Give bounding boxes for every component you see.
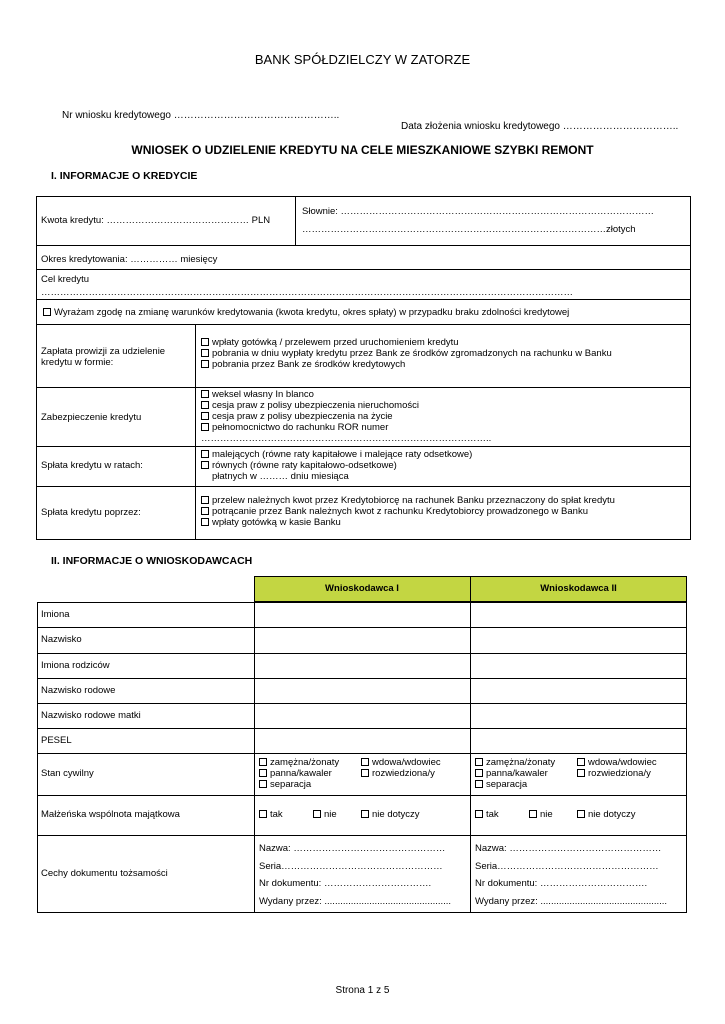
applicant-2-marital-status bbox=[475, 757, 657, 790]
installment-option-checkbox[interactable] bbox=[201, 461, 209, 469]
repayment-option-checkbox[interactable] bbox=[201, 496, 209, 504]
form-title: WNIOSEK O UDZIELENIE KREDYTU NA CELE MIESZKANIOWE SZYBKI REMONT bbox=[131, 143, 594, 157]
repayment-option-label: wpłaty gotówką w kasie Banku bbox=[212, 517, 341, 528]
id-number-field[interactable]: Nr dokumentu: ……………………………. bbox=[259, 878, 432, 889]
applicant-1-mothers-maiden-name-input[interactable] bbox=[255, 704, 469, 728]
commission-option-label: wpłaty gotówką / przelewem przed uruchomieniem kredytu bbox=[212, 337, 459, 348]
marital-option-label: rozwiedziona/y bbox=[588, 768, 651, 779]
application-date-field[interactable]: Data złożenia wniosku kredytowego …………………………….. bbox=[401, 121, 679, 132]
loan-purpose-label: Cel kredytu bbox=[41, 274, 90, 285]
security-option-label: cesja praw z polisy ubezpieczenia na życie bbox=[212, 411, 393, 422]
marital-option-label: wdowa/wdowiec bbox=[372, 757, 441, 768]
marital-option-checkbox[interactable] bbox=[475, 769, 483, 777]
id-issued-by-field[interactable]: Wydany przez: ................................................ bbox=[475, 895, 668, 907]
installment-option-checkbox[interactable] bbox=[201, 450, 209, 458]
applicant-2-id-document bbox=[475, 840, 667, 910]
repayment-option-checkbox[interactable] bbox=[201, 518, 209, 526]
security-option-checkbox[interactable] bbox=[201, 412, 209, 420]
commission-label-line-1: Zapłata prowizji za udzielenie bbox=[41, 346, 166, 357]
applicant-1-parents-names-input[interactable] bbox=[255, 654, 469, 678]
amount-in-words-line-2[interactable]: ……………………………………………………………………………………złotych bbox=[302, 224, 636, 235]
id-name-field[interactable]: Nazwa: ………………………………………… bbox=[259, 843, 446, 854]
row-label-maiden-name: Nazwisko rodowe bbox=[41, 685, 116, 696]
commission-option-label: pobrania przez Bank ze środków kredytowych bbox=[212, 359, 406, 370]
commission-option-checkbox[interactable] bbox=[201, 360, 209, 368]
applicant-2-parents-names-input[interactable] bbox=[471, 654, 686, 678]
marital-option-checkbox[interactable] bbox=[577, 769, 585, 777]
joint-na-label: nie dotyczy bbox=[588, 809, 636, 820]
row-label-parents-names: Imiona rodziców bbox=[41, 660, 110, 671]
page-number: Strona 1 z 5 bbox=[335, 985, 390, 996]
security-option-checkbox[interactable] bbox=[201, 401, 209, 409]
security-label: Zabezpieczenie kredytu bbox=[41, 412, 142, 423]
applicant-2-surname-input[interactable] bbox=[471, 628, 686, 653]
installments-label: Spłata kredytu w ratach: bbox=[41, 460, 143, 471]
commission-options bbox=[201, 337, 612, 370]
applicant-1-pesel-input[interactable] bbox=[255, 729, 469, 753]
commission-label-line-2: kredytu w formie: bbox=[41, 357, 114, 368]
joint-yes-label: tak bbox=[486, 809, 499, 820]
marital-option-checkbox[interactable] bbox=[361, 769, 369, 777]
joint-no-checkbox[interactable] bbox=[313, 810, 321, 818]
loan-purpose-field[interactable]: …………………………………………………………………………………………………………………………………………………… bbox=[41, 287, 573, 298]
repayment-options bbox=[201, 495, 615, 528]
security-option-checkbox[interactable] bbox=[201, 423, 209, 431]
applicant-1-marital-status bbox=[259, 757, 441, 790]
marital-option-checkbox[interactable] bbox=[577, 758, 585, 766]
marital-option-label: panna/kawaler bbox=[486, 768, 548, 779]
applicants-table bbox=[37, 576, 687, 913]
amount-in-words-line-1[interactable]: Słownie: ……………………………………………………………………………………… bbox=[302, 206, 655, 217]
commission-option-label: pobrania w dniu wypłaty kredytu przez Bank ze środków zgromadzonych na rachunku w Banku bbox=[212, 348, 612, 359]
marital-option-label: panna/kawaler bbox=[270, 768, 332, 779]
repayment-label: Spłata kredytu poprzez: bbox=[41, 507, 141, 518]
applicant-2-joint-property bbox=[475, 809, 636, 820]
applicant-1-joint-property bbox=[259, 809, 420, 820]
section-heading-loan-info: I. INFORMACJE O KREDYCIE bbox=[51, 170, 198, 182]
applicant-2-first-names-input[interactable] bbox=[471, 603, 686, 627]
loan-amount-field[interactable]: Kwota kredytu: ……………………………………… PLN bbox=[41, 215, 271, 226]
marital-option-checkbox[interactable] bbox=[361, 758, 369, 766]
id-series-field[interactable]: Seria…………………………………………… bbox=[259, 860, 443, 872]
security-option-label: pełnomocnictwo do rachunku ROR numer bbox=[212, 422, 389, 433]
applicant-1-id-document bbox=[259, 840, 451, 910]
joint-na-label: nie dotyczy bbox=[372, 809, 420, 820]
applicant-1-maiden-name-input[interactable] bbox=[255, 679, 469, 703]
commission-label bbox=[41, 346, 165, 368]
applicant-2-header: Wnioskodawca II bbox=[540, 583, 617, 594]
applicant-1-surname-input[interactable] bbox=[255, 628, 469, 653]
row-label-mothers-maiden-name: Nazwisko rodowe matki bbox=[41, 710, 141, 721]
marital-option-checkbox[interactable] bbox=[259, 758, 267, 766]
marital-option-checkbox[interactable] bbox=[475, 758, 483, 766]
payment-day-field[interactable]: płatnych w ……… dniu miesiąca bbox=[212, 471, 349, 482]
bank-name: BANK SPÓŁDZIELCZY W ZATORZE bbox=[254, 52, 471, 67]
applicant-2-mothers-maiden-name-input[interactable] bbox=[471, 704, 686, 728]
ror-account-field[interactable]: ……………………………………………………………………………….. bbox=[201, 433, 492, 444]
marital-option-label: zamężna/żonaty bbox=[486, 757, 556, 768]
joint-na-checkbox[interactable] bbox=[361, 810, 369, 818]
row-label-marital-status: Stan cywilny bbox=[41, 768, 94, 779]
id-series-field[interactable]: Seria…………………………………………… bbox=[475, 860, 659, 872]
consent-row bbox=[43, 307, 569, 318]
row-label-surname: Nazwisko bbox=[41, 634, 82, 645]
row-label-id-document: Cechy dokumentu tożsamości bbox=[41, 868, 168, 879]
joint-yes-checkbox[interactable] bbox=[475, 810, 483, 818]
joint-no-label: nie bbox=[324, 809, 337, 820]
commission-option-checkbox[interactable] bbox=[201, 349, 209, 357]
security-options bbox=[201, 389, 491, 444]
applicant-2-pesel-input[interactable] bbox=[471, 729, 686, 753]
applicant-1-header: Wnioskodawca I bbox=[325, 583, 399, 594]
joint-no-checkbox[interactable] bbox=[529, 810, 537, 818]
section-heading-applicants: II. INFORMACJE O WNIOSKODAWCACH bbox=[51, 555, 253, 567]
joint-na-checkbox[interactable] bbox=[577, 810, 585, 818]
marital-option-label: separacja bbox=[270, 779, 312, 790]
security-option-label: weksel własny In blanco bbox=[212, 389, 314, 400]
joint-yes-checkbox[interactable] bbox=[259, 810, 267, 818]
row-label-first-names: Imiona bbox=[41, 609, 70, 620]
id-issued-by-field[interactable]: Wydany przez: ................................................ bbox=[259, 895, 452, 907]
applicant-1-first-names-input[interactable] bbox=[255, 603, 469, 627]
marital-option-label: zamężna/żonaty bbox=[270, 757, 340, 768]
security-option-checkbox[interactable] bbox=[201, 390, 209, 398]
applicant-2-maiden-name-input[interactable] bbox=[471, 679, 686, 703]
joint-no-label: nie bbox=[540, 809, 553, 820]
installment-option-label: malejących (równe raty kapitałowe i malejące raty odsetkowe) bbox=[212, 449, 473, 460]
repayment-option-label: przelew należnych kwot przez Kredytobiorcę na rachunek Banku przeznaczony do spłat kredytu bbox=[212, 495, 615, 506]
loan-info-table bbox=[36, 196, 691, 540]
installments-options bbox=[201, 449, 472, 482]
application-number-field[interactable]: Nr wniosku kredytowego ………………………………………….. bbox=[62, 110, 340, 121]
row-label-joint-property: Małżeńska wspólnota majątkowa bbox=[41, 809, 180, 820]
marital-option-checkbox[interactable] bbox=[259, 769, 267, 777]
repayment-option-checkbox[interactable] bbox=[201, 507, 209, 515]
id-number-field[interactable]: Nr dokumentu: ……………………………. bbox=[475, 878, 648, 889]
marital-option-label: separacja bbox=[486, 779, 528, 790]
marital-option-checkbox[interactable] bbox=[475, 780, 483, 788]
id-name-field[interactable]: Nazwa: ………………………………………… bbox=[475, 843, 662, 854]
marital-option-label: rozwiedziona/y bbox=[372, 768, 435, 779]
consent-checkbox[interactable] bbox=[43, 308, 51, 316]
marital-option-label: wdowa/wdowiec bbox=[588, 757, 657, 768]
installment-option-label: równych (równe raty kapitałowo-odsetkowe) bbox=[212, 460, 397, 471]
consent-text: Wyrażam zgodę na zmianę warunków kredytowania (kwota kredytu, okres spłaty) w przypadku braku zdolności kredytowej bbox=[54, 307, 570, 318]
marital-option-checkbox[interactable] bbox=[259, 780, 267, 788]
row-label-pesel: PESEL bbox=[41, 735, 72, 746]
joint-yes-label: tak bbox=[270, 809, 283, 820]
commission-option-checkbox[interactable] bbox=[201, 338, 209, 346]
security-option-label: cesja praw z polisy ubezpieczenia nieruchomości bbox=[212, 400, 419, 411]
repayment-option-label: potrącanie przez Bank należnych kwot z rachunku Kredytobiorcy prowadzonego w Banku bbox=[212, 506, 588, 517]
loan-period-field[interactable]: Okres kredytowania: …………… miesięcy bbox=[41, 254, 218, 265]
